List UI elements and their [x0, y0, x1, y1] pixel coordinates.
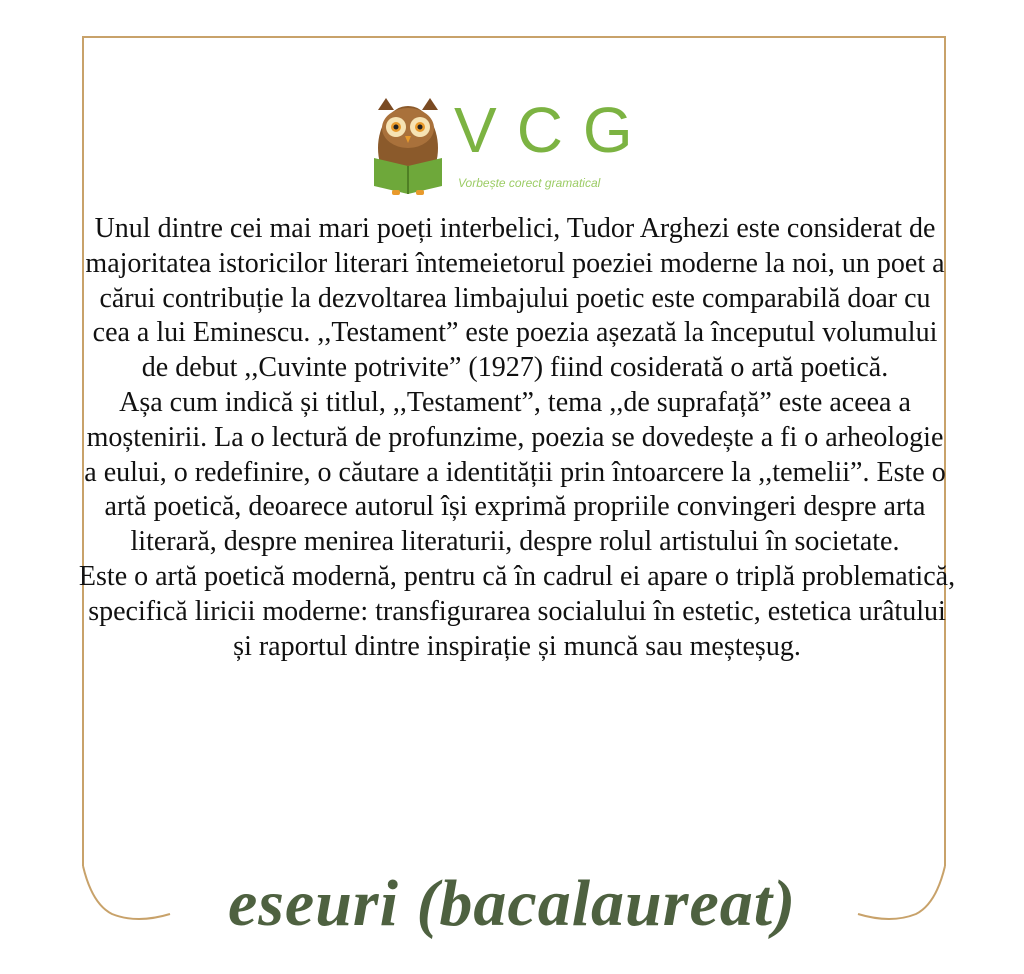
- vcg-logo: [368, 96, 668, 200]
- owl-reading-book-icon: [368, 96, 448, 196]
- essay-text: [78, 212, 956, 664]
- essay-paragraph: Unul dintre cei mai mari poeți interbelici, Tudor Arghezi este considerat de majoritatea istoricilor literari întemeietorul poeziei moderne la noi, un poet a cărui contribuție la dezvoltarea limbajului poetic este comparabilă doar cu cea a lui Eminescu. ,,Testament” este poezia așezată la începutul volumului de debut ,,Cuvinte potrivite” (1927) fiind cosiderată o artă poetică.: [85, 213, 945, 384]
- essay-paragraph: Așa cum indică și titlul, ,,Testament”, tema ,,de suprafață” este aceea a moștenirii. La o lectură de profunzime, poezia se dovedește a fi o arheologie a eului, o redefinire, o căutare a identității prin întoarcere la ,,temelii”. Este o artă poetică, deoarece autorul își exprimă propriile convingeri despre arta literară, despre menirea literaturii, despre rolul artistului în societate.: [84, 386, 946, 558]
- essay-paragraph: Este o artă poetică modernă, pentru că în cadrul ei apare o triplă problematică, specifică liricii moderne: transfigurarea socialului în estetic, estetica urâtului și raportul dintre inspirație și muncă sau meșteșug.: [78, 560, 956, 662]
- footer-title: eseuri (bacalaureat): [227, 867, 797, 940]
- logo-letters: VCG: [454, 94, 653, 166]
- logo-tagline: Vorbește corect gramatical: [458, 176, 601, 190]
